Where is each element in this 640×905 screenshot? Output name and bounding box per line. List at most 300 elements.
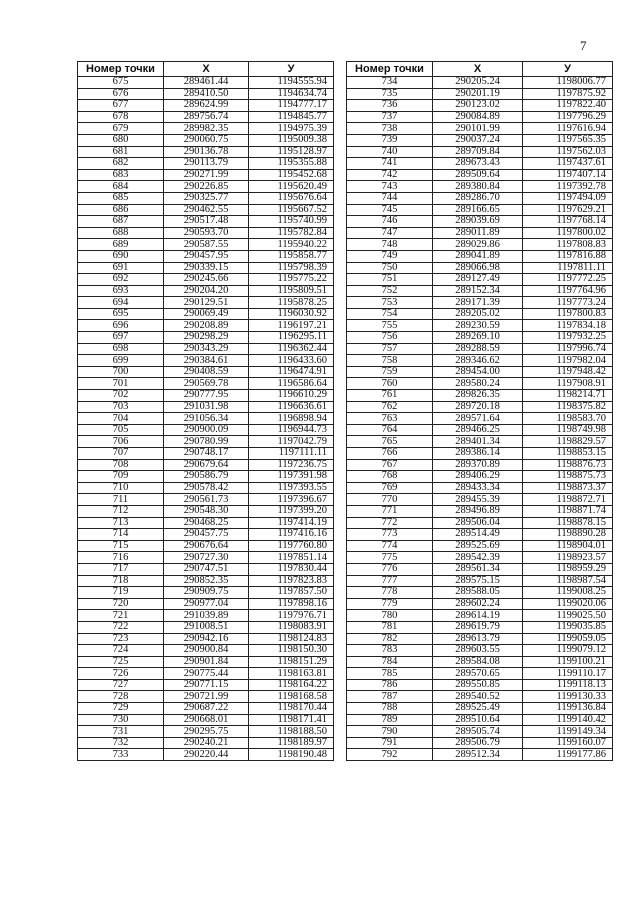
point-number-cell: 685 [78,192,164,204]
table-row [78,204,334,216]
x-coordinate-cell: 290298.29 [164,332,249,344]
table-row [347,633,613,645]
x-coordinate-cell: 289455.39 [433,494,523,506]
table-row [347,749,613,761]
y-coordinate-cell: 1198168.58 [249,691,334,703]
x-coordinate-cell: 290775.44 [164,668,249,680]
y-coordinate-cell: 1197875.92 [523,88,613,100]
table-row [78,158,334,170]
x-coordinate-cell: 291056.34 [164,413,249,425]
x-coordinate-cell: 290462.55 [164,204,249,216]
point-number-cell: 683 [78,169,164,181]
y-coordinate-cell: 1198873.37 [523,482,613,494]
point-number-cell: 773 [347,529,433,541]
table-row [347,111,613,123]
table-row [347,123,613,135]
x-coordinate-cell: 289561.34 [433,563,523,575]
table-row [78,181,334,193]
point-number-cell: 678 [78,111,164,123]
table-row [78,308,334,320]
header-point-number: Номер точки [78,62,164,77]
point-number-cell: 697 [78,332,164,344]
point-number-cell: 789 [347,714,433,726]
x-coordinate-cell: 289029.86 [433,239,523,251]
y-coordinate-cell: 1197857.50 [249,587,334,599]
y-coordinate-cell: 1197811.11 [523,262,613,274]
table-row [347,262,613,274]
table-row [347,274,613,286]
y-coordinate-cell: 1197800.83 [523,308,613,320]
y-coordinate-cell: 1195858.77 [249,250,334,262]
y-coordinate-cell: 1197948.42 [523,366,613,378]
point-number-cell: 761 [347,390,433,402]
point-number-cell: 720 [78,598,164,610]
table-row [78,436,334,448]
point-number-cell: 733 [78,749,164,761]
y-coordinate-cell: 1196433.60 [249,355,334,367]
x-coordinate-cell: 289406.29 [433,471,523,483]
table-row [78,320,334,332]
y-coordinate-cell: 1198878.15 [523,517,613,529]
table-header-row [347,62,613,77]
y-coordinate-cell: 1199177.86 [523,749,613,761]
table-row [347,529,613,541]
point-number-cell: 688 [78,227,164,239]
table-row [78,656,334,668]
table-row [78,540,334,552]
y-coordinate-cell: 1197976.71 [249,610,334,622]
y-coordinate-cell: 1198188.50 [249,726,334,738]
x-coordinate-cell: 290777.95 [164,390,249,402]
y-coordinate-cell: 1195775.22 [249,274,334,286]
y-coordinate-cell: 1195620.49 [249,181,334,193]
table-row [78,529,334,541]
y-coordinate-cell: 1198214.71 [523,390,613,402]
coordinates-table-left [77,61,334,761]
table-row [78,598,334,610]
point-number-cell: 726 [78,668,164,680]
point-number-cell: 750 [347,262,433,274]
table-row [347,517,613,529]
table-row [78,100,334,112]
x-coordinate-cell: 289571.64 [433,413,523,425]
table-row [347,297,613,309]
point-number-cell: 681 [78,146,164,158]
y-coordinate-cell: 1196197.21 [249,320,334,332]
y-coordinate-cell: 1198853.15 [523,448,613,460]
y-coordinate-cell: 1197908.91 [523,378,613,390]
point-number-cell: 721 [78,610,164,622]
y-coordinate-cell: 1197494.09 [523,192,613,204]
table-row [78,262,334,274]
table-row [78,575,334,587]
point-number-cell: 682 [78,158,164,170]
point-number-cell: 736 [347,100,433,112]
point-number-cell: 781 [347,621,433,633]
table-row [78,134,334,146]
table-row [347,668,613,680]
table-row [78,459,334,471]
x-coordinate-cell: 289401.34 [433,436,523,448]
point-number-cell: 770 [347,494,433,506]
point-number-cell: 755 [347,320,433,332]
y-coordinate-cell: 1198189.97 [249,737,334,749]
table-row [347,459,613,471]
point-number-cell: 718 [78,575,164,587]
point-number-cell: 698 [78,343,164,355]
point-number-cell: 762 [347,401,433,413]
table-row [347,181,613,193]
y-coordinate-cell: 1199149.34 [523,726,613,738]
x-coordinate-cell: 289461.44 [164,77,249,89]
point-number-cell: 703 [78,401,164,413]
point-number-cell: 689 [78,239,164,251]
table-row [347,471,613,483]
table-row [78,645,334,657]
x-coordinate-cell: 289570.65 [433,668,523,680]
point-number-cell: 769 [347,482,433,494]
point-number-cell: 740 [347,146,433,158]
point-number-cell: 708 [78,459,164,471]
y-coordinate-cell: 1199008.25 [523,587,613,599]
x-coordinate-cell: 289709.84 [433,146,523,158]
x-coordinate-cell: 289982.35 [164,123,249,135]
x-coordinate-cell: 289720.18 [433,401,523,413]
table-row [347,216,613,228]
x-coordinate-cell: 289171.39 [433,297,523,309]
x-coordinate-cell: 290220.44 [164,749,249,761]
table-row [347,714,613,726]
point-number-cell: 777 [347,575,433,587]
x-coordinate-cell: 289346.62 [433,355,523,367]
x-coordinate-cell: 289230.59 [433,320,523,332]
y-coordinate-cell: 1198876.73 [523,459,613,471]
coordinates-table-right [346,61,613,761]
y-coordinate-cell: 1197830.44 [249,563,334,575]
point-number-cell: 713 [78,517,164,529]
point-number-cell: 752 [347,285,433,297]
table-row [347,77,613,89]
x-coordinate-cell: 290676.64 [164,540,249,552]
point-number-cell: 780 [347,610,433,622]
x-coordinate-cell: 289673.43 [433,158,523,170]
point-number-cell: 754 [347,308,433,320]
table-row [347,563,613,575]
point-number-cell: 731 [78,726,164,738]
point-number-cell: 747 [347,227,433,239]
y-coordinate-cell: 1198749.98 [523,424,613,436]
table-row [347,343,613,355]
x-coordinate-cell: 290245.66 [164,274,249,286]
table-row [78,471,334,483]
point-number-cell: 782 [347,633,433,645]
point-number-cell: 710 [78,482,164,494]
y-coordinate-cell: 1194555.94 [249,77,334,89]
y-coordinate-cell: 1195355.88 [249,158,334,170]
x-coordinate-cell: 290204.20 [164,285,249,297]
point-number-cell: 739 [347,134,433,146]
table-row [78,563,334,575]
table-row [347,424,613,436]
x-coordinate-cell: 290037.24 [433,134,523,146]
table-row [78,355,334,367]
y-coordinate-cell: 1197760.80 [249,540,334,552]
y-coordinate-cell: 1197629.21 [523,204,613,216]
y-coordinate-cell: 1199130.33 [523,691,613,703]
x-coordinate-cell: 289506.79 [433,737,523,749]
y-coordinate-cell: 1196586.64 [249,378,334,390]
x-coordinate-cell: 290748.17 [164,448,249,460]
table-row [347,505,613,517]
point-number-cell: 694 [78,297,164,309]
table-row [347,726,613,738]
table-row [347,158,613,170]
point-number-cell: 791 [347,737,433,749]
x-coordinate-cell: 289410.50 [164,88,249,100]
y-coordinate-cell: 1197764.96 [523,285,613,297]
x-coordinate-cell: 290101.99 [433,123,523,135]
point-number-cell: 735 [347,88,433,100]
x-coordinate-cell: 290900.09 [164,424,249,436]
point-number-cell: 765 [347,436,433,448]
x-coordinate-cell: 290900.84 [164,645,249,657]
point-number-cell: 711 [78,494,164,506]
y-coordinate-cell: 1197851.14 [249,552,334,564]
x-coordinate-cell: 290578.42 [164,482,249,494]
x-coordinate-cell: 289826.35 [433,390,523,402]
y-coordinate-cell: 1197898.16 [249,598,334,610]
y-coordinate-cell: 1198124.83 [249,633,334,645]
y-coordinate-cell: 1198151.29 [249,656,334,668]
x-coordinate-cell: 290901.84 [164,656,249,668]
point-number-cell: 774 [347,540,433,552]
x-coordinate-cell: 290136.78 [164,146,249,158]
table-row [347,575,613,587]
table-row [78,749,334,761]
x-coordinate-cell: 289624.99 [164,100,249,112]
y-coordinate-cell: 1198923.57 [523,552,613,564]
point-number-cell: 727 [78,679,164,691]
x-coordinate-cell: 289370.89 [433,459,523,471]
y-coordinate-cell: 1194777.17 [249,100,334,112]
table-row [347,204,613,216]
table-row [78,401,334,413]
point-number-cell: 728 [78,691,164,703]
y-coordinate-cell: 1197392.78 [523,181,613,193]
table-row [347,737,613,749]
x-coordinate-cell: 289540.52 [433,691,523,703]
y-coordinate-cell: 1197823.83 [249,575,334,587]
point-number-cell: 771 [347,505,433,517]
y-coordinate-cell: 1196944.73 [249,424,334,436]
y-coordinate-cell: 1194975.39 [249,123,334,135]
table-row [347,88,613,100]
y-coordinate-cell: 1196610.29 [249,390,334,402]
y-coordinate-cell: 1197236.75 [249,459,334,471]
y-coordinate-cell: 1198904.01 [523,540,613,552]
table-row [347,366,613,378]
y-coordinate-cell: 1198150.30 [249,645,334,657]
table-row [78,494,334,506]
table-row [347,610,613,622]
point-number-cell: 714 [78,529,164,541]
point-number-cell: 715 [78,540,164,552]
y-coordinate-cell: 1194634.74 [249,88,334,100]
y-coordinate-cell: 1195782.84 [249,227,334,239]
point-number-cell: 746 [347,216,433,228]
x-coordinate-cell: 290909.75 [164,587,249,599]
table-row [347,320,613,332]
point-number-cell: 730 [78,714,164,726]
table-row [347,691,613,703]
x-coordinate-cell: 289613.79 [433,633,523,645]
point-number-cell: 717 [78,563,164,575]
point-number-cell: 723 [78,633,164,645]
x-coordinate-cell: 289152.34 [433,285,523,297]
y-coordinate-cell: 1197768.14 [523,216,613,228]
x-coordinate-cell: 289510.64 [433,714,523,726]
y-coordinate-cell: 1197822.40 [523,100,613,112]
table-row [347,413,613,425]
point-number-cell: 701 [78,378,164,390]
table-row [78,517,334,529]
table-row [78,274,334,286]
point-number-cell: 719 [78,587,164,599]
x-coordinate-cell: 289269.10 [433,332,523,344]
point-number-cell: 759 [347,366,433,378]
x-coordinate-cell: 290384.61 [164,355,249,367]
table-row [347,703,613,715]
y-coordinate-cell: 1197111.11 [249,448,334,460]
x-coordinate-cell: 290069.49 [164,308,249,320]
y-coordinate-cell: 1196898.94 [249,413,334,425]
x-coordinate-cell: 289286.70 [433,192,523,204]
x-coordinate-cell: 289514.49 [433,529,523,541]
x-coordinate-cell: 290771.15 [164,679,249,691]
y-coordinate-cell: 1198890.28 [523,529,613,541]
table-row [78,668,334,680]
table-row [78,88,334,100]
point-number-cell: 772 [347,517,433,529]
point-number-cell: 753 [347,297,433,309]
point-number-cell: 737 [347,111,433,123]
table-row [347,552,613,564]
point-number-cell: 764 [347,424,433,436]
point-number-cell: 786 [347,679,433,691]
y-coordinate-cell: 1195878.25 [249,297,334,309]
x-coordinate-cell: 290113.79 [164,158,249,170]
table-row [78,111,334,123]
x-coordinate-cell: 291039.89 [164,610,249,622]
table-row [78,552,334,564]
x-coordinate-cell: 289127.49 [433,274,523,286]
y-coordinate-cell: 1198871.74 [523,505,613,517]
y-coordinate-cell: 1199035.85 [523,621,613,633]
table-row [78,343,334,355]
point-number-cell: 760 [347,378,433,390]
table-row [78,714,334,726]
table-row [347,355,613,367]
header-point-number: Номер точки [347,62,433,77]
x-coordinate-cell: 289041.89 [433,250,523,262]
point-number-cell: 675 [78,77,164,89]
y-coordinate-cell: 1195740.99 [249,216,334,228]
y-coordinate-cell: 1197437.61 [523,158,613,170]
x-coordinate-cell: 289602.24 [433,598,523,610]
point-number-cell: 785 [347,668,433,680]
x-coordinate-cell: 289614.19 [433,610,523,622]
y-coordinate-cell: 1195128.97 [249,146,334,158]
point-number-cell: 729 [78,703,164,715]
x-coordinate-cell: 290240.21 [164,737,249,749]
y-coordinate-cell: 1198872.71 [523,494,613,506]
table-row [78,505,334,517]
y-coordinate-cell: 1198006.77 [523,77,613,89]
x-coordinate-cell: 290271.99 [164,169,249,181]
table-row [347,250,613,262]
header-x: X [433,62,523,77]
x-coordinate-cell: 290201.19 [433,88,523,100]
point-number-cell: 787 [347,691,433,703]
point-number-cell: 706 [78,436,164,448]
x-coordinate-cell: 289580.24 [433,378,523,390]
y-coordinate-cell: 1197399.20 [249,505,334,517]
x-coordinate-cell: 290586.79 [164,471,249,483]
x-coordinate-cell: 290561.73 [164,494,249,506]
table-row [347,308,613,320]
y-coordinate-cell: 1198583.70 [523,413,613,425]
x-coordinate-cell: 289588.05 [433,587,523,599]
y-coordinate-cell: 1199020.06 [523,598,613,610]
table-row [78,413,334,425]
y-coordinate-cell: 1197982.04 [523,355,613,367]
point-number-cell: 702 [78,390,164,402]
y-coordinate-cell: 1197396.67 [249,494,334,506]
table-row [347,192,613,204]
y-coordinate-cell: 1199110.17 [523,668,613,680]
y-coordinate-cell: 1196030.92 [249,308,334,320]
x-coordinate-cell: 290587.55 [164,239,249,251]
point-number-cell: 778 [347,587,433,599]
y-coordinate-cell: 1195940.22 [249,239,334,251]
x-coordinate-cell: 289542.39 [433,552,523,564]
y-coordinate-cell: 1196295.11 [249,332,334,344]
x-coordinate-cell: 289386.14 [433,448,523,460]
table-row [78,146,334,158]
point-number-cell: 677 [78,100,164,112]
point-number-cell: 712 [78,505,164,517]
y-coordinate-cell: 1197772.25 [523,274,613,286]
point-number-cell: 766 [347,448,433,460]
x-coordinate-cell: 289205.02 [433,308,523,320]
x-coordinate-cell: 290569.78 [164,378,249,390]
point-number-cell: 741 [347,158,433,170]
y-coordinate-cell: 1197816.88 [523,250,613,262]
table-row [78,192,334,204]
point-number-cell: 732 [78,737,164,749]
x-coordinate-cell: 290457.75 [164,529,249,541]
table-row [78,448,334,460]
y-coordinate-cell: 1196474.91 [249,366,334,378]
table-row [347,598,613,610]
point-number-cell: 699 [78,355,164,367]
x-coordinate-cell: 289509.64 [433,169,523,181]
y-coordinate-cell: 1197616.94 [523,123,613,135]
y-coordinate-cell: 1197393.55 [249,482,334,494]
point-number-cell: 757 [347,343,433,355]
table-row [347,587,613,599]
y-coordinate-cell: 1197996.74 [523,343,613,355]
